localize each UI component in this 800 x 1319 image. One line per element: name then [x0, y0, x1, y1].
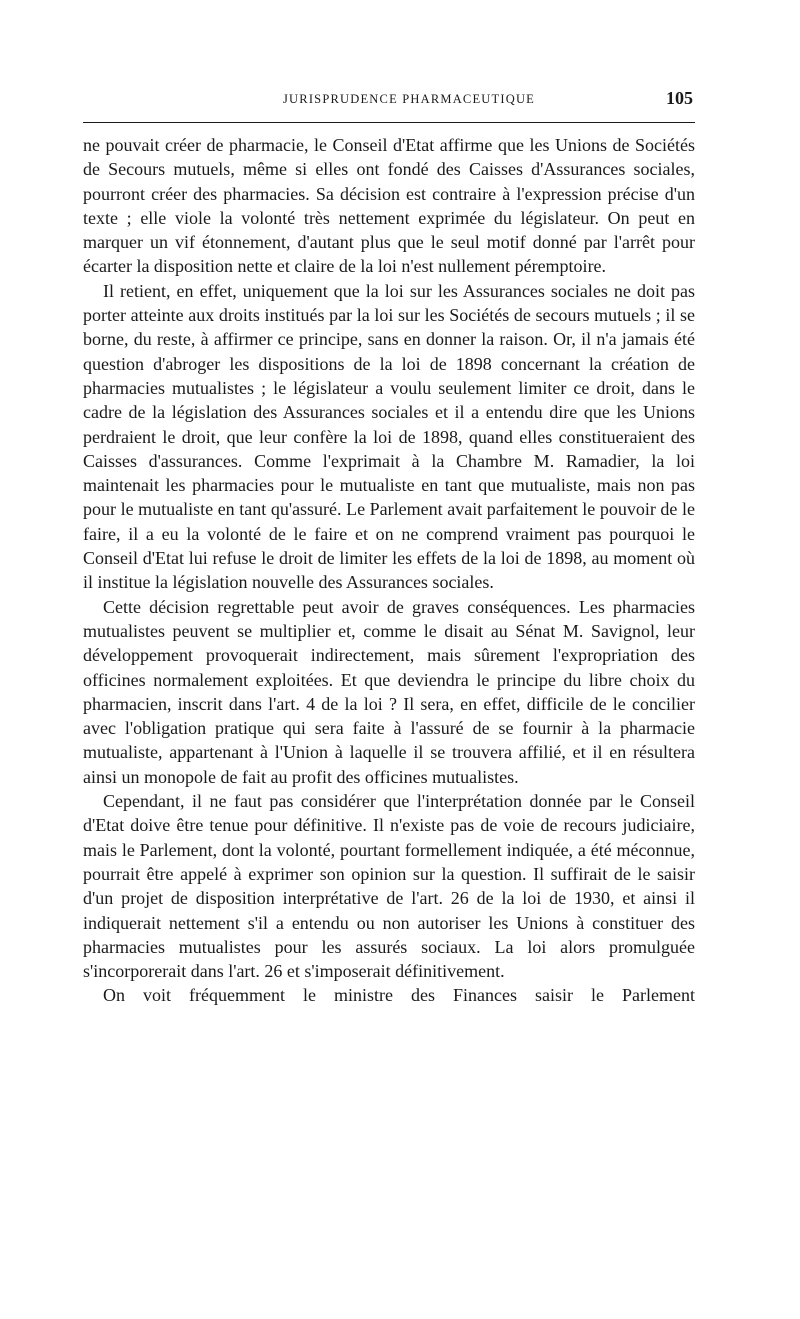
header-rule [83, 122, 695, 123]
document-page [83, 88, 695, 1008]
paragraph-3: Cette décision regrettable peut avoir de graves conséquences. Les pharmacies mutualistes peuvent se multiplier et, comme le disait au Sénat M. Savignol, leur développement provoquerait indirectement, mais sûrement l'expropriation des officines normalement exploitées. Et que deviendra le principe du libre choix du pharmacien, inscrit dans l'art. 4 de la loi ? Il sera, en effet, difficile de le concilier avec l'obligation pratique qui sera faite à l'assuré de se fournir à la pharmacie mutualiste, appartenant à l'Union à laquelle il se trouvera affilié, et il en résultera ainsi un monopole de fait au profit des officines mutualistes. [83, 596, 695, 787]
paragraph-4: Cependant, il ne faut pas considérer que l'interprétation donnée par le Conseil d'Etat doive être tenue pour définitive. Il n'existe pas de voie de recours judiciaire, mais le Parlement, dont la volonté, pourtant formellement indiquée, a été méconnue, pourrait être appelé à exprimer son opinion sur la question. Il suffirait de le saisir d'un projet de disposition interprétative de l'art. 26 de la loi de 1930, et ainsi il indiquerait nettement s'il a entendu ou non autoriser les Unions à constituer des pharmacies mutualistes pour les assurés sociaux. La loi alors promulguée s'incorporerait dans l'art. 26 et s'imposerait définitivement. [83, 791, 695, 982]
paragraph-5: On voit fréquemment le ministre des Finances saisir le Parlement [103, 985, 695, 1006]
running-title: JURISPRUDENCE PHARMACEUTIQUE [282, 92, 536, 106]
paragraph-2: Il retient, en effet, uniquement que la loi sur les Assurances sociales ne doit pas porter atteinte aux droits institués par la loi sur les Sociétés de secours mutuels ; il se borne, du reste, à affirmer ce principe, sans en donner la raison. Or, il n'a jamais été question d'abroger les dispositions de la loi de 1898 concernant la création de pharmacies mutualistes ; le législateur a voulu seulement limiter ce droit, dans le cadre de la législation des Assurances sociales et il a entendu dire que les Unions perdraient le droit, que leur confère la loi de 1898, quand elles constitueraient des Caisses d'assurances. Comme l'exprimait à la Chambre M. Ramadier, la loi maintenait les pharmacies pour le mutualiste en tant que mutualiste, mais non pas pour le mutualiste en tant qu'assuré. Le Parlement avait parfaitement le pouvoir de le faire, il a eu la volonté de le faire et on ne comprend vraiment pas pourquoi le Conseil d'Etat lui refuse le droit de limiter les effets de la loi de 1898, au moment où il institue la législation nouvelle des Assurances sociales. [83, 280, 695, 593]
paragraph-1: ne pouvait créer de pharmacie, le Conseil d'Etat affirme que les Unions de Sociétés de Secours mutuels, même si elles ont fondé des Caisses d'Assurances sociales, pourront créer des pharmacies. Sa décision est contraire à l'expression précise d'un texte ; elle viole la volonté très nettement exprimée du législateur. On peut en marquer un vif étonnement, d'autant plus que le seul motif donné par l'arrêt pour écarter la disposition nette et claire de la loi n'est nullement péremptoire. [83, 135, 695, 277]
page-number: 105 [666, 88, 693, 108]
running-header [83, 88, 695, 114]
body-text [83, 133, 695, 1008]
